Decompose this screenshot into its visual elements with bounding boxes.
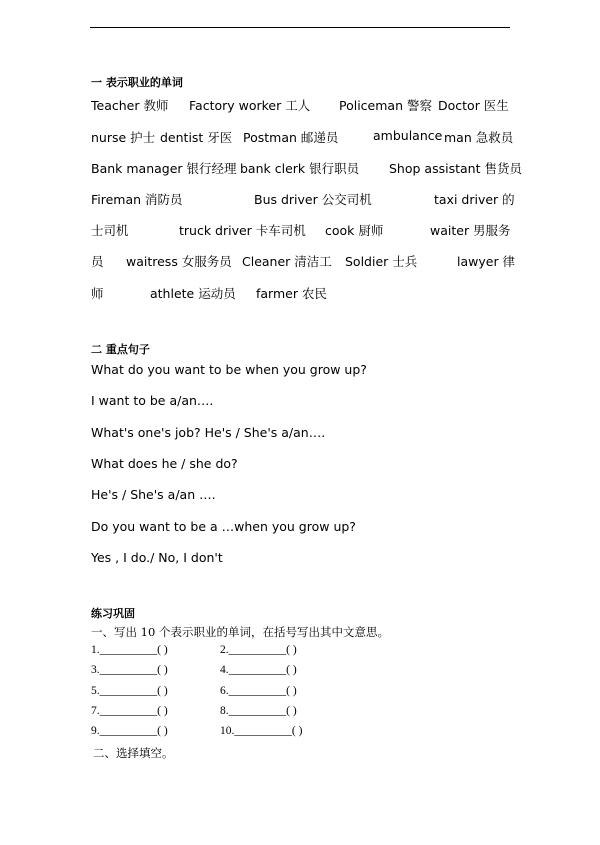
vocab-item: Bank manager 银行经理 bbox=[91, 161, 237, 176]
vocab-item: man 急救员 bbox=[444, 130, 514, 145]
blank-item[interactable]: 5.__________( ) bbox=[91, 685, 168, 697]
vocab-item: nurse 护士 bbox=[91, 130, 156, 145]
key-sentence: Do you want to be a …when you grow up? bbox=[91, 519, 356, 534]
exercise-2-instruction: 二、选择填空。 bbox=[93, 746, 174, 760]
vocab-item: 士司机 bbox=[91, 223, 129, 238]
exercise-1-instruction: 一、写出 10 个表示职业的单词，在括号写出其中文意思。 bbox=[91, 625, 389, 639]
vocab-item: Factory worker 工人 bbox=[189, 98, 311, 113]
section2-heading: 二 重点句子 bbox=[91, 343, 150, 356]
section1-heading: 一 表示职业的单词 bbox=[91, 76, 183, 89]
vocab-item: waiter 男服务 bbox=[430, 223, 511, 238]
blank-item[interactable]: 7.__________( ) bbox=[91, 705, 168, 717]
key-sentence: What does he / she do? bbox=[91, 456, 238, 471]
vocab-item: athlete 运动员 bbox=[150, 286, 236, 301]
blank-item[interactable]: 6.__________( ) bbox=[220, 685, 297, 697]
key-sentence: What's one's job? He's / She's a/an…. bbox=[91, 425, 326, 440]
vocab-item: Policeman 警察 bbox=[339, 98, 432, 113]
vocab-item: taxi driver 的 bbox=[434, 192, 515, 207]
vocab-item: cook 厨师 bbox=[325, 223, 384, 238]
vocab-item: Teacher 教师 bbox=[91, 98, 169, 113]
vocab-item: Postman 邮递员 bbox=[243, 130, 339, 145]
vocab-item: Doctor 医生 bbox=[438, 98, 509, 113]
blank-item[interactable]: 3.__________( ) bbox=[91, 664, 168, 676]
blank-item[interactable]: 8.__________( ) bbox=[220, 705, 297, 717]
practice-title: 练习巩固 bbox=[91, 607, 135, 620]
vocab-item: Bus driver 公交司机 bbox=[254, 192, 372, 207]
vocab-item: Fireman 消防员 bbox=[91, 192, 183, 207]
vocab-item: ambulance bbox=[373, 128, 443, 143]
vocab-item: waitress 女服务员 bbox=[126, 254, 232, 269]
vocab-item: 师 bbox=[91, 286, 104, 301]
key-sentence: What do you want to be when you grow up? bbox=[91, 362, 367, 377]
vocab-item: 员 bbox=[91, 254, 104, 269]
blank-item[interactable]: 1.__________( ) bbox=[91, 644, 168, 656]
vocab-item: Cleaner 清洁工 bbox=[242, 254, 332, 269]
blank-item[interactable]: 9.__________( ) bbox=[91, 725, 168, 737]
vocab-item: truck driver 卡车司机 bbox=[179, 223, 306, 238]
key-sentence: I want to be a/an…. bbox=[91, 393, 214, 408]
key-sentence: Yes , I do./ No, I don't bbox=[91, 550, 223, 565]
vocab-item: bank clerk 银行职员 bbox=[240, 161, 360, 176]
vocab-item: Soldier 士兵 bbox=[345, 254, 418, 269]
vocab-item: Shop assistant 售货员 bbox=[389, 161, 522, 176]
vocab-item: farmer 农民 bbox=[256, 286, 327, 301]
vocab-item: lawyer 律 bbox=[457, 254, 516, 269]
top-rule bbox=[90, 27, 510, 28]
blank-item[interactable]: 10.__________( ) bbox=[220, 725, 303, 737]
key-sentence: He's / She's a/an …. bbox=[91, 487, 216, 502]
blank-item[interactable]: 2.__________( ) bbox=[220, 644, 297, 656]
vocab-item: dentist 牙医 bbox=[160, 130, 233, 145]
blank-item[interactable]: 4.__________( ) bbox=[220, 664, 297, 676]
